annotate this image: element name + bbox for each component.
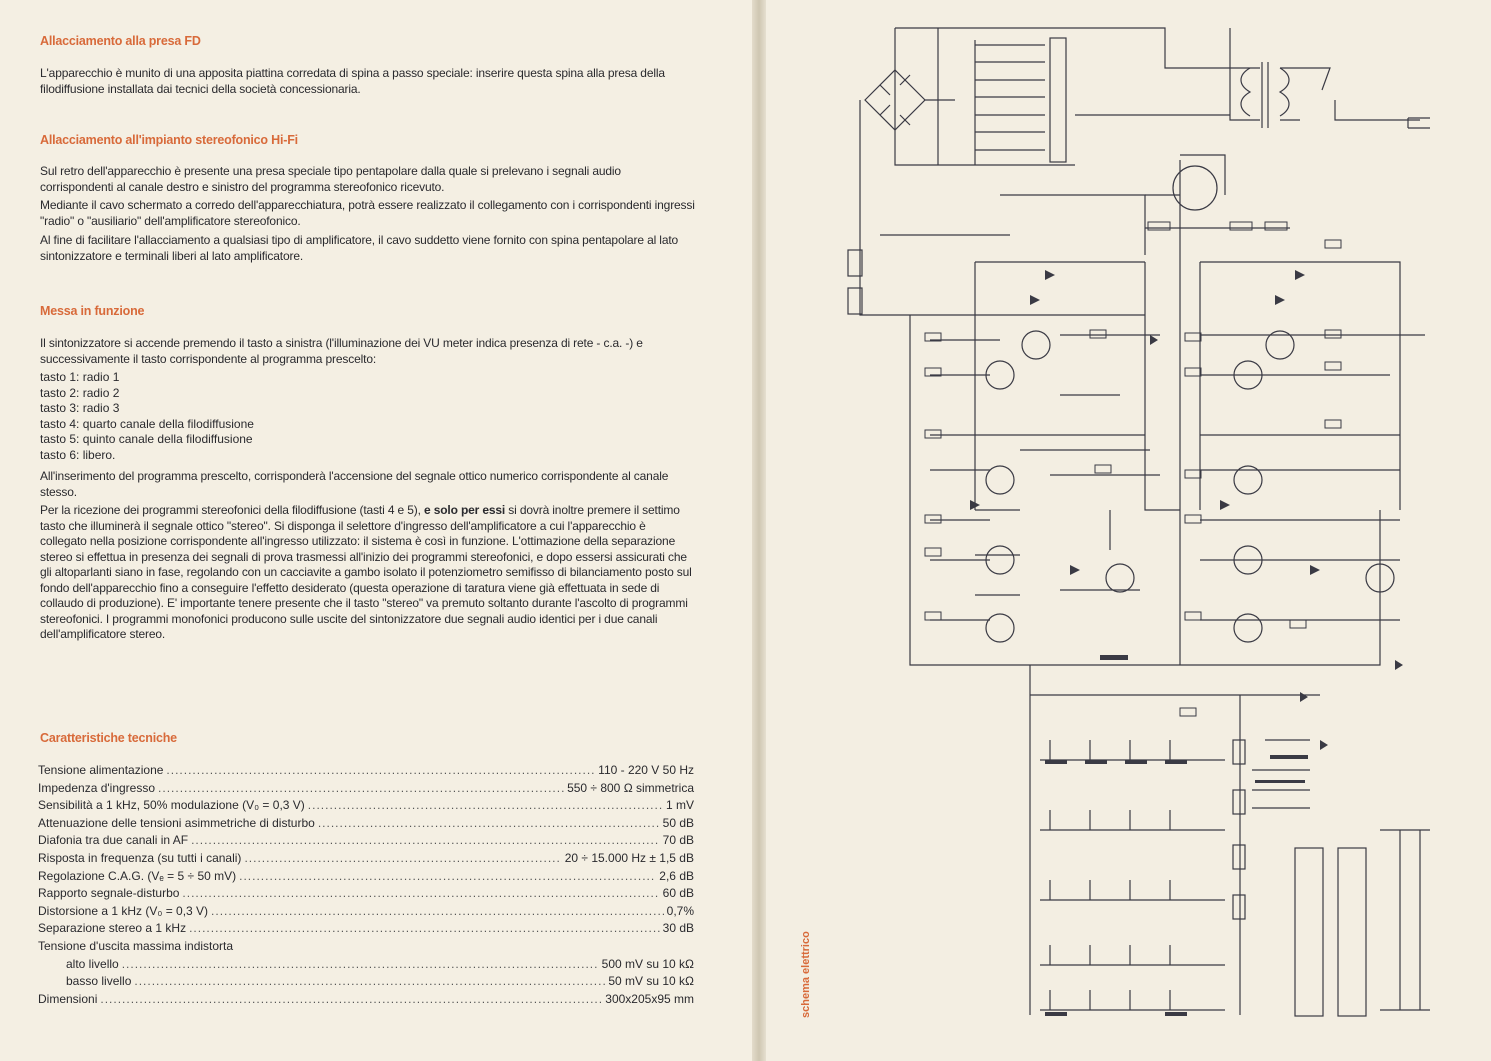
spec-row: Dimensioni ..... 300x205x95 mm (38, 991, 694, 1009)
spec-row: basso livello ..... 50 mV su 10 kΩ (38, 973, 694, 991)
list-item: tasto 3: radio 3 (40, 401, 120, 415)
spec-row: Regolazione C.A.G. (Vₑ = 5 ÷ 50 mV) ..... 2,6 dB (38, 868, 694, 886)
paragraph-messa-2: All'inserimento del programma prescelto, corrisponderà l'accensione del segnale ottico numerico corrispondente al canale stesso. (40, 469, 669, 499)
heading-specs: Caratteristiche tecniche (40, 731, 177, 745)
heading-messa: Messa in funzione (40, 304, 145, 318)
list-item: tasto 2: radio 2 (40, 385, 120, 400)
paragraph-fd: L'apparecchio è munito di una apposita piattina corredata di spina a passo speciale: inserire questa spina alla presa della filodiffusione installata dai tecnici della società concessionaria. (40, 66, 665, 96)
paragraph-hifi-1: Sul retro dell'apparecchio è presente una presa speciale tipo pentapolare dalla quale si prelevano i segnali audio corrispondenti al canale destro e sinistro del programma stereofonico ricevuto. (40, 164, 621, 194)
schematic-label: schema elettrico (800, 931, 812, 1018)
spec-row: Sensibilità a 1 kHz, 50% modulazione (V₀ = 0,3 V) ..... 1 mV (38, 797, 694, 815)
spec-row: Impedenza d'ingresso ..... 550 ÷ 800 Ω simmetrica (38, 780, 694, 798)
spec-row: alto livello ..... 500 mV su 10 kΩ (38, 956, 694, 974)
spec-row: Attenuazione delle tensioni asimmetriche di disturbo ..... 50 dB (38, 815, 694, 833)
spec-row: Risposta in frequenza (su tutti i canali) ..... 20 ÷ 15.000 Hz ± 1,5 dB (38, 850, 694, 868)
list-item: tasto 5: quinto canale della filodiffusione (40, 432, 253, 446)
spec-row: Rapporto segnale-disturbo ..... 60 dB (38, 885, 694, 903)
spec-row: Separazione stereo a 1 kHz ..... 30 dB (38, 920, 694, 938)
list-item: tasto 4: quarto canale della filodiffusione (40, 416, 254, 431)
list-item: tasto 6: libero. (40, 447, 116, 462)
heading-fd: Allacciamento alla presa FD (40, 34, 201, 48)
spec-row-heading: Tensione d'uscita massima indistorta (38, 938, 234, 953)
list-item: tasto 1: radio 1 (40, 370, 120, 384)
paragraph-messa-intro: Il sintonizzatore si accende premendo il tasto a sinistra (l'illuminazione dei VU meter indica presenza di rete - c.a. -) e successivamente il tasto corrispondente al programma prescelto: (40, 336, 643, 366)
spec-row: Distorsione a 1 kHz (V₀ = 0,3 V) ..... 0,7% (38, 903, 694, 921)
paragraph-hifi-2: Mediante il cavo schermato a corredo dell'apparecchiatura, potrà essere realizzato il collegamento con i corrispondenti ingressi "radio" o "ausiliario" dell'amplificatore stereofonico. (40, 198, 695, 228)
spec-row: Tensione alimentazione ..... 110 - 220 V 50 Hz (38, 762, 694, 780)
spec-row: Diafonia tra due canali in AF ..... 70 dB (38, 832, 694, 850)
paragraph-hifi-3: Al fine di facilitare l'allacciamento a qualsiasi tipo di amplificatore, il cavo suddetto viene fornito con spina pentapolare al lato sintonizzatore e terminali liberi al lato amplificatore. (40, 233, 679, 263)
heading-hifi: Allacciamento all'impianto stereofonico Hi-Fi (40, 133, 298, 147)
paragraph-messa-3: Per la ricezione dei programmi stereofonici della filodiffusione (tasti 4 e 5), e solo per essi si dovrà inoltre premere il settimo tasto che illuminerà il segnale ottico "stereo". Si disponga il selettore d'ingresso dell'amplificatore a cui l'apparecchio è collegato nella posizione corrispondente all'ingresso utilizzato: il sistema è così in funzione. L'ottimazione della separazione stereo si effettua in presenza dei segnali di prova trasmessi all'inizio dei programmi stereofonici, e dopo essersi assicurati che gli altoparlanti siano in fase, regolando con un cacciavite a gambo isolato il potenziometro semifisso di bilanciamento posto sul fondo dell'apparecchio fino a conseguire l'effetto desiderato (questa operazione di taratura viene già effettuata in sede di collaudo di produzione). E' importante tenere presente che il tasto "stereo" va premuto soltanto durante l'ascolto di programmi stereofonici. I programmi monofonici producono sulle uscite del sintonizzatore due segnali audio identici per i due canali dell'amplificatore stereo. (40, 503, 692, 641)
